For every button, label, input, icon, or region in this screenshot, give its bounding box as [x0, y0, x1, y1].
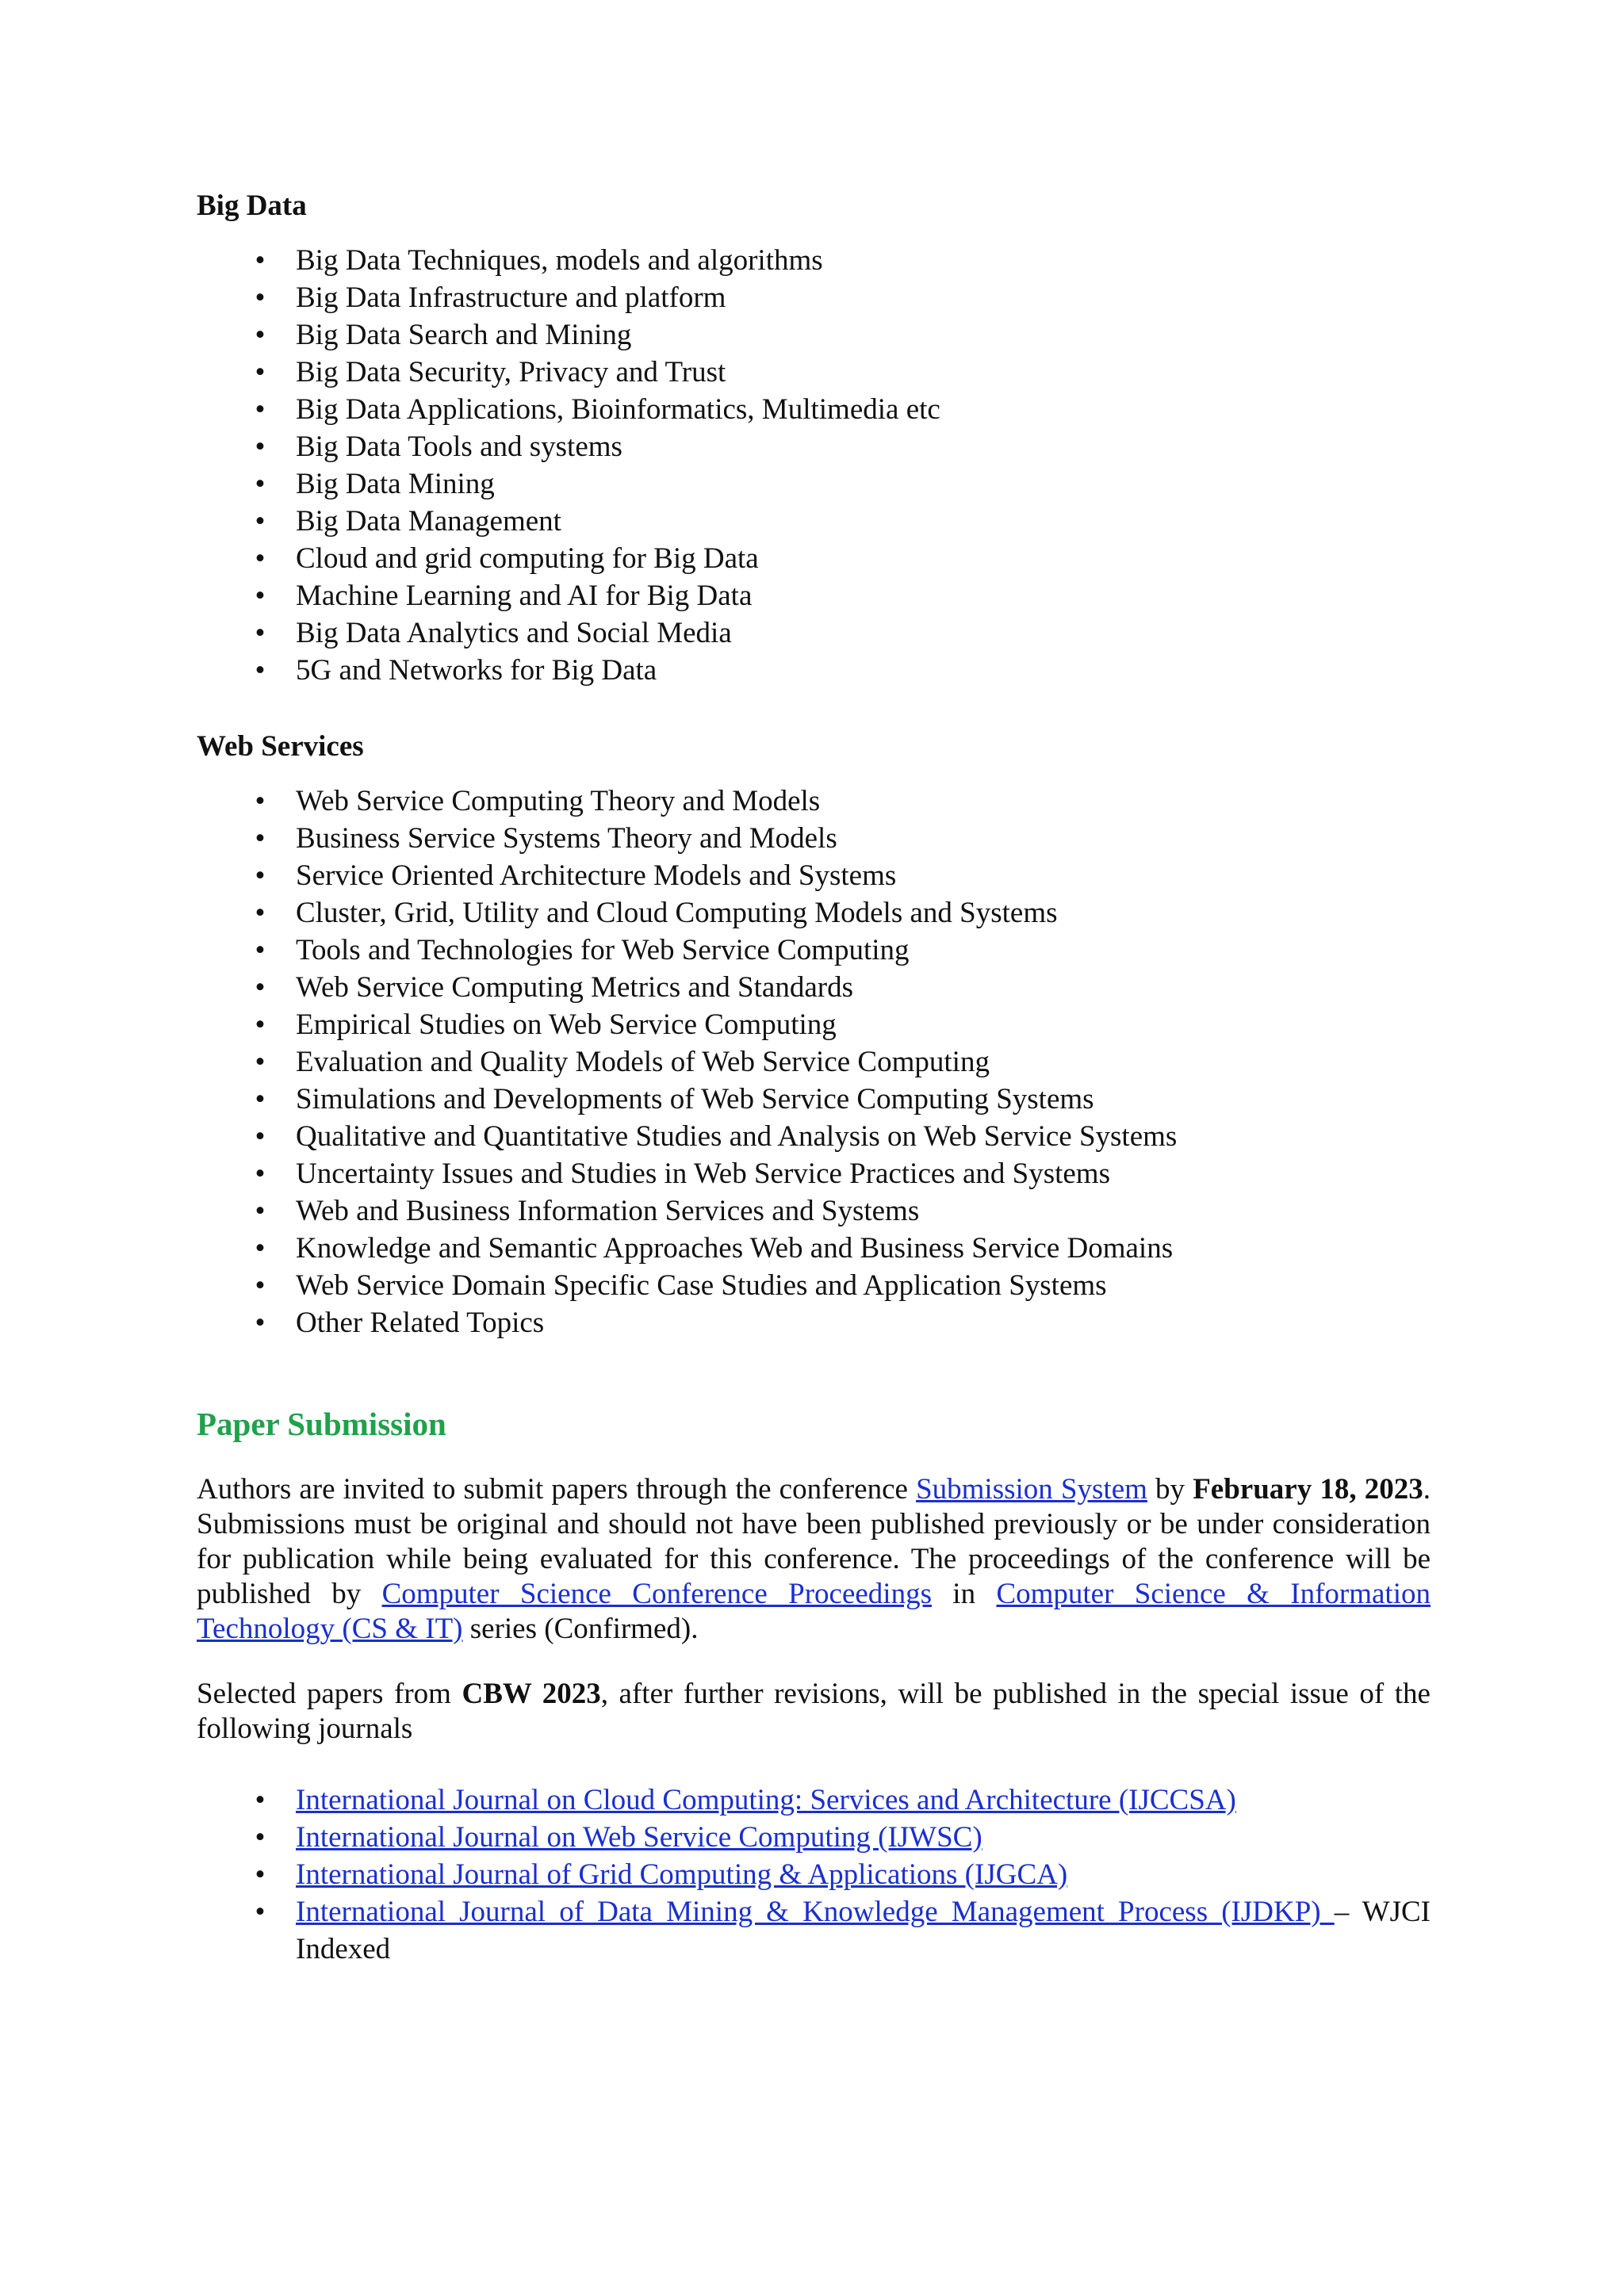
list-item [197, 1155, 1431, 1192]
bullet-icon: • [255, 859, 266, 892]
list-item [197, 1118, 1431, 1155]
heading-spacer [197, 1444, 1431, 1472]
topic-text: Machine Learning and AI for Big Data [296, 580, 753, 612]
bullet-icon: • [255, 281, 266, 314]
list-item [197, 1893, 1431, 1968]
list-item [197, 1304, 1431, 1341]
bullet-icon: • [255, 505, 266, 538]
list-item [197, 820, 1431, 857]
bullet-icon: • [255, 319, 266, 351]
bullet-icon: • [255, 542, 266, 575]
submission-paragraph [197, 1472, 1431, 1647]
topic-text: Web and Business Information Services and Systems [296, 1195, 920, 1227]
list-item [197, 932, 1431, 969]
topic-text: Big Data Search and Mining [296, 319, 632, 351]
big-data-topic-list [197, 242, 1431, 689]
topic-text: Service Oriented Architecture Models and Systems [296, 859, 897, 892]
bullet-icon: • [255, 1083, 266, 1115]
bullet-icon: • [255, 1784, 266, 1816]
list-item [197, 1781, 1431, 1819]
list-item [197, 354, 1431, 391]
bullet-icon: • [255, 356, 266, 388]
list-item [197, 242, 1431, 279]
list-item [197, 1230, 1431, 1267]
list-item [197, 391, 1431, 428]
topic-text: Big Data Techniques, models and algorithms [296, 244, 823, 277]
paragraph-text: Authors are invited to submit papers through the conference [197, 1473, 917, 1506]
topic-text: Big Data Management [296, 505, 561, 538]
submission-system-link[interactable]: Submission System [916, 1473, 1147, 1506]
topic-text: Cluster, Grid, Utility and Cloud Computing Models and Systems [296, 897, 1058, 929]
section-spacer [197, 689, 1431, 728]
bullet-icon: • [255, 971, 266, 1004]
paragraph-text: Selected papers from [197, 1678, 462, 1710]
bullet-icon: • [255, 934, 266, 966]
bullet-icon: • [255, 1158, 266, 1190]
list-item [197, 1006, 1431, 1043]
topic-text: Big Data Tools and systems [296, 430, 622, 463]
list-item [197, 503, 1431, 540]
topic-text: Uncertainty Issues and Studies in Web Service Practices and Systems [296, 1158, 1110, 1190]
list-item [197, 1819, 1431, 1856]
topic-text: Tools and Technologies for Web Service Computing [296, 934, 910, 966]
list-item [197, 1081, 1431, 1118]
bullet-icon: • [255, 617, 266, 649]
deadline-date: February 18, 2023 [1193, 1473, 1423, 1506]
list-item [197, 969, 1431, 1006]
web-services-topic-list [197, 783, 1431, 1341]
topic-text: Big Data Security, Privacy and Trust [296, 356, 726, 388]
topic-text: 5G and Networks for Big Data [296, 654, 657, 687]
bullet-icon: • [255, 430, 266, 463]
list-item [197, 465, 1431, 503]
big-data-heading: Big Data [197, 189, 307, 222]
bullet-icon: • [255, 393, 266, 426]
topic-text: Simulations and Developments of Web Service Computing Systems [296, 1083, 1094, 1115]
list-item [197, 279, 1431, 316]
bullet-icon: • [255, 244, 266, 277]
list-item [197, 614, 1431, 652]
list-item [197, 857, 1431, 894]
topic-text: Big Data Infrastructure and platform [296, 281, 726, 314]
journal-link-ijccsa[interactable]: International Journal on Cloud Computing: Services and Architecture (IJCCSA) [296, 1784, 1236, 1816]
bullet-icon: • [255, 1896, 266, 1928]
journal-list [197, 1781, 1431, 1968]
list-item [197, 1856, 1431, 1893]
bullet-icon: • [255, 1195, 266, 1227]
paragraph-text: series (Confirmed). [462, 1613, 699, 1645]
cs-it-series-link[interactable]: Computer Science & Information Technology (CS & IT) [197, 1578, 1431, 1645]
selected-papers-paragraph [197, 1677, 1431, 1747]
topic-text: Cloud and grid computing for Big Data [296, 542, 759, 575]
topic-text: Qualitative and Quantitative Studies and Analysis on Web Service Systems [296, 1120, 1178, 1153]
paragraph-text: , after further revisions, will be published in the special issue of the following journals [197, 1678, 1431, 1745]
bullet-icon: • [255, 580, 266, 612]
bullet-icon: • [255, 1232, 266, 1265]
list-item [197, 652, 1431, 689]
topic-text: Web Service Domain Specific Case Studies and Application Systems [296, 1269, 1107, 1302]
journal-link-ijdkp[interactable]: International Journal of Data Mining & Knowledge Management Process (IJDKP) [296, 1896, 1335, 1928]
paragraph-spacer [197, 1747, 1431, 1781]
topic-text: Web Service Computing Theory and Models [296, 785, 821, 817]
section-spacer [197, 1341, 1431, 1404]
bullet-icon: • [255, 785, 266, 817]
topic-text: Knowledge and Semantic Approaches Web and Business Service Domains [296, 1232, 1174, 1265]
list-item [197, 577, 1431, 614]
journal-link-ijgca[interactable]: International Journal of Grid Computing & Applications (IJGCA) [296, 1858, 1068, 1891]
document-page [197, 187, 1431, 1968]
bullet-icon: • [255, 1008, 266, 1041]
bullet-icon: • [255, 1120, 266, 1153]
list-item [197, 1043, 1431, 1081]
topic-text: Web Service Computing Metrics and Standards [296, 971, 853, 1004]
bullet-icon: • [255, 468, 266, 500]
topic-text: Big Data Applications, Bioinformatics, Multimedia etc [296, 393, 940, 426]
list-item [197, 1267, 1431, 1304]
bullet-icon: • [255, 1858, 266, 1891]
list-item [197, 1192, 1431, 1230]
paper-submission-heading: Paper Submission [197, 1406, 446, 1442]
bullet-icon: • [255, 1269, 266, 1302]
bullet-icon: • [255, 897, 266, 929]
web-services-heading: Web Services [197, 730, 364, 763]
bullet-icon: • [255, 822, 266, 855]
topic-text: Big Data Mining [296, 468, 495, 500]
bullet-icon: • [255, 654, 266, 687]
list-item [197, 540, 1431, 577]
journal-link-ijwsc[interactable]: International Journal on Web Service Computing (IJWSC) [296, 1821, 982, 1854]
proceedings-link[interactable]: Computer Science Conference Proceedings [381, 1578, 932, 1610]
journal-suffix: – WJCI Indexed [296, 1896, 1431, 1965]
topic-text: Empirical Studies on Web Service Computing [296, 1008, 837, 1041]
paragraph-text: in [931, 1578, 997, 1610]
paragraph-spacer [197, 1647, 1431, 1677]
paragraph-text: . Submissions must be original and should not have been published previously or be under consideration for publication while being evaluated for this conference. The proceedings of the conference will be published by [197, 1473, 1431, 1610]
bullet-icon: • [255, 1307, 266, 1339]
bullet-icon: • [255, 1046, 266, 1078]
conference-name: CBW 2023 [462, 1678, 601, 1710]
topic-text: Other Related Topics [296, 1307, 545, 1339]
topic-text: Big Data Analytics and Social Media [296, 617, 732, 649]
list-item [197, 894, 1431, 932]
list-item [197, 428, 1431, 465]
topic-text: Evaluation and Quality Models of Web Service Computing [296, 1046, 990, 1078]
bullet-icon: • [255, 1821, 266, 1854]
topic-text: Business Service Systems Theory and Models [296, 822, 837, 855]
list-item [197, 316, 1431, 354]
list-item [197, 783, 1431, 820]
paragraph-text: by [1147, 1473, 1193, 1506]
